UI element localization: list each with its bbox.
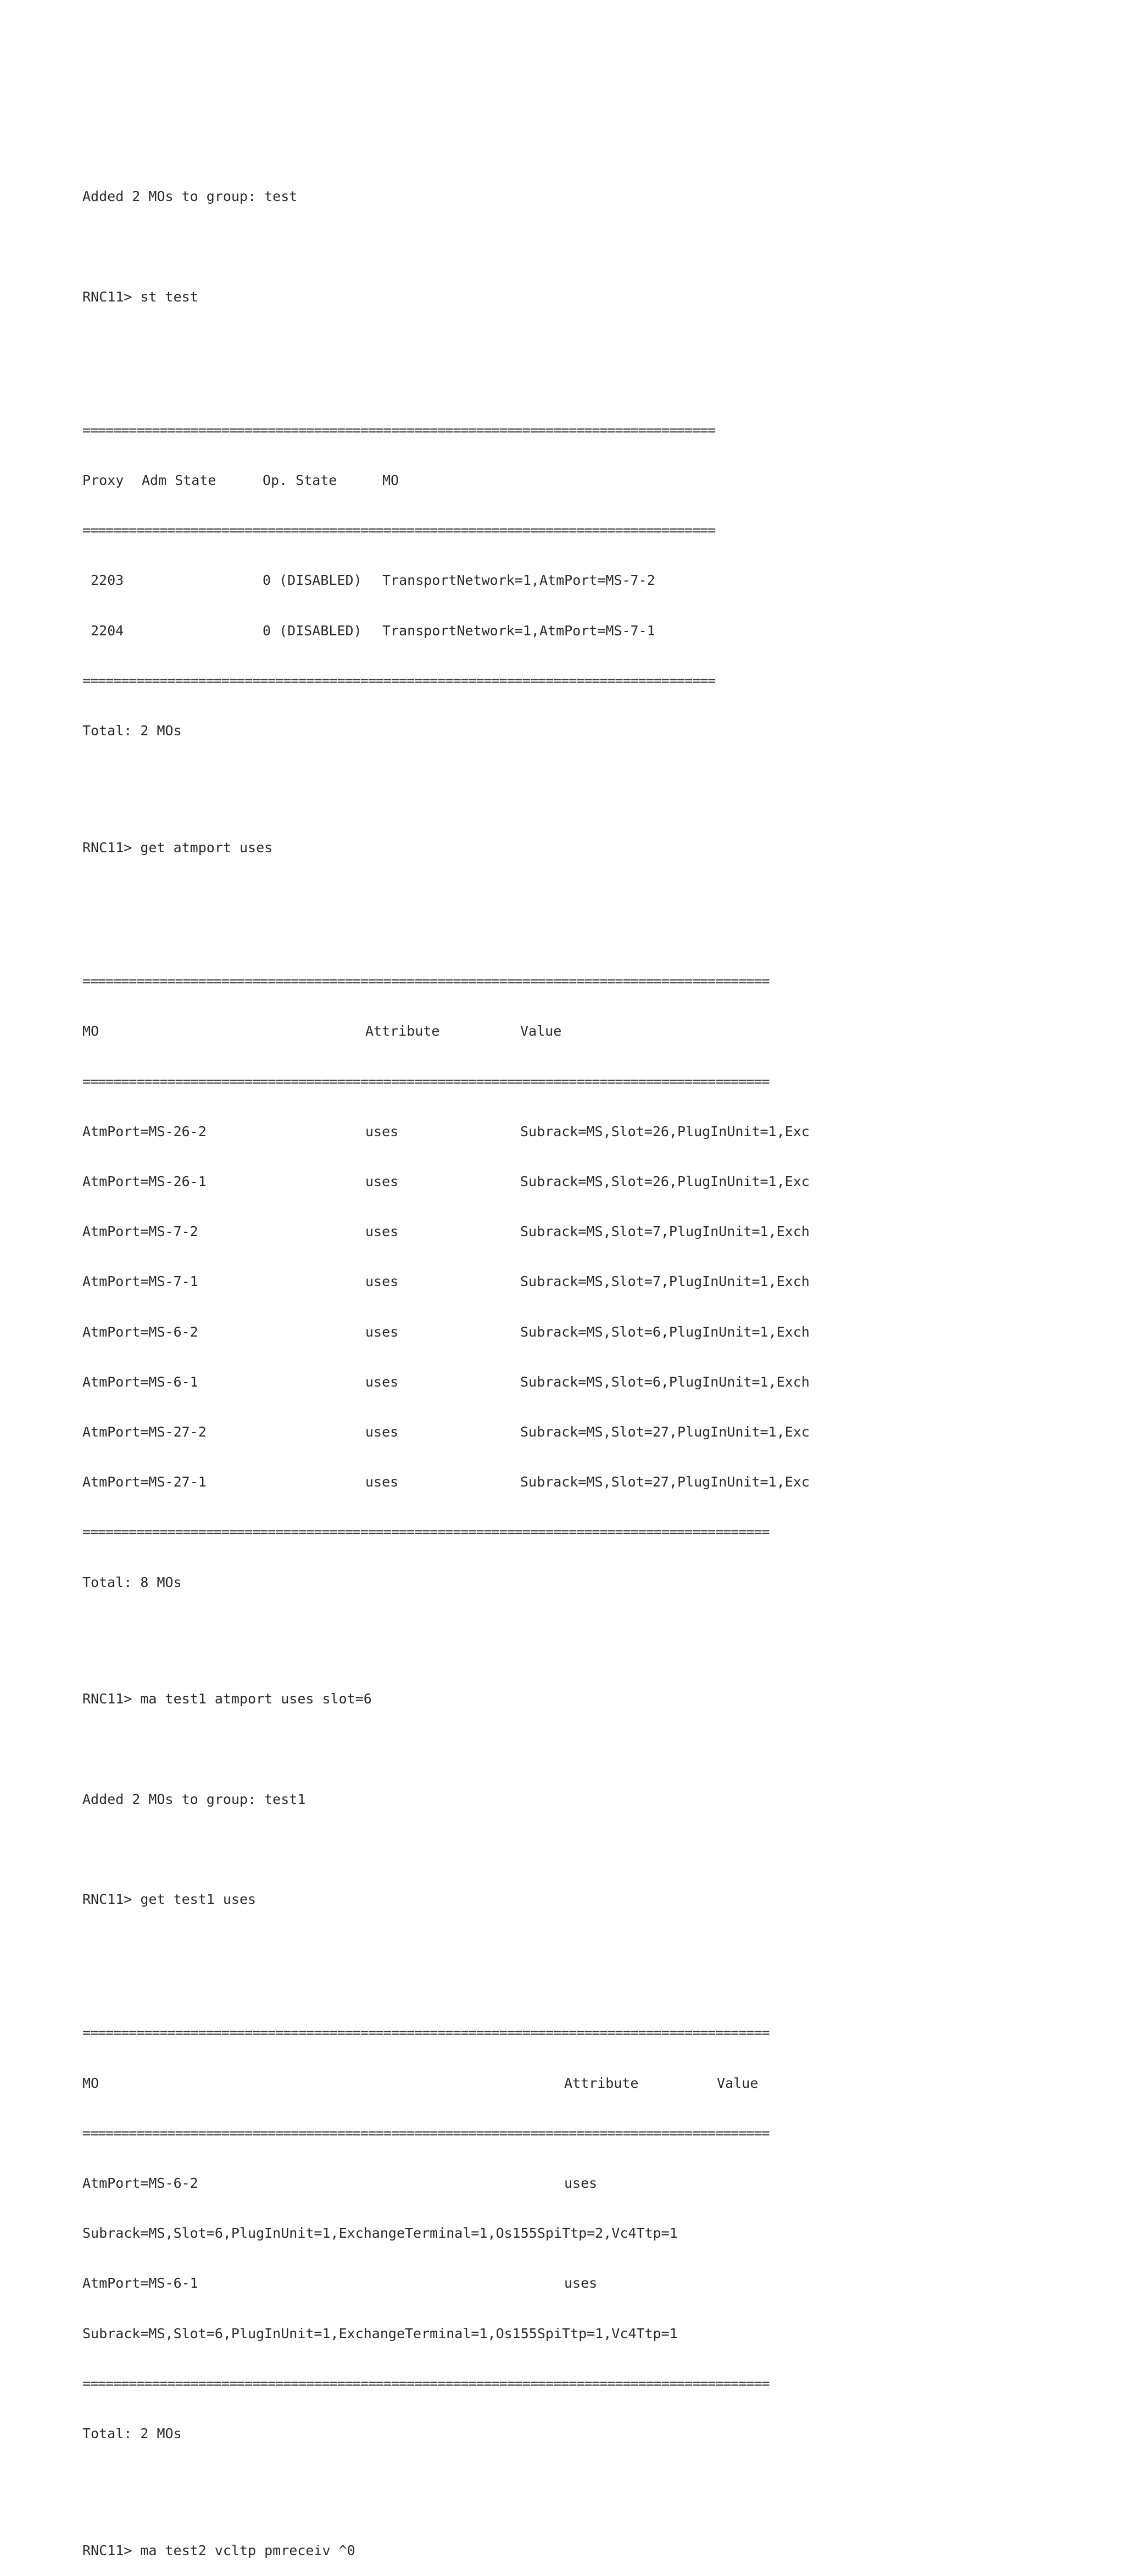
header-value: Value: [520, 1023, 562, 1040]
total-line: Total: 8 MOs: [82, 1574, 182, 1590]
cell-value: Subrack=MS,Slot=27,PlugInUnit=1,Exc: [520, 1474, 810, 1490]
cell-attribute: uses: [365, 1373, 399, 1390]
header-attribute: Attribute: [365, 1023, 440, 1040]
table-row: [82, 1273, 818, 1290]
cell-mo: AtmPort=MS-6-2: [82, 2175, 198, 2191]
cell-attribute: uses: [365, 1123, 399, 1139]
header-mo: MO: [382, 472, 399, 489]
header-mo: MO: [82, 2075, 99, 2091]
test1-table-header: [82, 2075, 818, 2092]
get-table-header: [82, 1023, 818, 1040]
cell-attribute: uses: [365, 1173, 399, 1189]
blank-line: [82, 1741, 818, 1758]
table-row: [82, 572, 818, 589]
cell-mo: AtmPort=MS-7-2: [82, 1223, 198, 1240]
cell-attribute: uses: [564, 2275, 598, 2292]
header-value: Value: [717, 2075, 759, 2091]
table-row: [82, 1124, 818, 1140]
cell-attribute: uses: [365, 1474, 399, 1490]
command-line[interactable]: RNC11> st test: [82, 288, 198, 305]
blank-line: [82, 1624, 818, 1641]
header-proxy: Proxy: [82, 472, 124, 489]
blank-line: [82, 1941, 818, 1958]
cell-value: Subrack=MS,Slot=26,PlugInUnit=1,Exc: [520, 1123, 810, 1139]
command-line[interactable]: RNC11> ma test2 vcltp pmreceiv ^0: [82, 2542, 355, 2558]
total-line: Total: 2 MOs: [82, 2426, 182, 2441]
cell-value: Subrack=MS,Slot=6,PlugInUnit=1,Exch: [520, 1323, 810, 1340]
table-rule: ==================================================================================: [82, 422, 716, 438]
cell-attribute: uses: [365, 1423, 399, 1440]
header-mo: MO: [82, 1023, 99, 1040]
command-line[interactable]: RNC11> ma test1 atmport uses slot=6: [82, 1691, 372, 1707]
header-adm-state: Adm State: [142, 472, 216, 489]
cell-value-wrapped: Subrack=MS,Slot=6,PlugInUnit=1,ExchangeTerminal=1,Os155SpiTtp=1,Vc4Ttp=1: [82, 2325, 678, 2342]
table-row: [82, 1223, 818, 1240]
cell-value: Subrack=MS,Slot=26,PlugInUnit=1,Exc: [520, 1173, 810, 1189]
table-row: [82, 1374, 818, 1390]
table-row: [82, 2175, 818, 2192]
cell-mo: AtmPort=MS-6-1: [82, 1373, 198, 1390]
st-table-header: [82, 472, 818, 489]
blank-line: [82, 890, 818, 906]
cell-proxy: 2203: [91, 572, 124, 589]
table-rule: =========================================================================================: [82, 2125, 770, 2141]
header-attribute: Attribute: [564, 2075, 639, 2091]
table-rule: =========================================================================================: [82, 1524, 770, 1540]
table-rule: ==================================================================================: [82, 672, 716, 689]
cell-mo: AtmPort=MS-27-2: [82, 1423, 207, 1440]
cell-value: Subrack=MS,Slot=7,PlugInUnit=1,Exch: [520, 1273, 810, 1290]
cell-op-state: 0 (DISABLED): [263, 572, 362, 589]
total-line: Total: 2 MOs: [82, 723, 182, 739]
cell-mo: AtmPort=MS-7-1: [82, 1273, 198, 1290]
output-line: Added 2 MOs to group: test: [82, 188, 298, 205]
blank-line: [82, 773, 818, 789]
cell-mo: AtmPort=MS-26-1: [82, 1173, 207, 1189]
cell-mo: AtmPort=MS-6-1: [82, 2275, 198, 2292]
table-row: [82, 623, 818, 639]
cell-mo: AtmPort=MS-26-2: [82, 1123, 207, 1139]
cell-value: Subrack=MS,Slot=6,PlugInUnit=1,Exch: [520, 1373, 810, 1390]
command-line[interactable]: RNC11> get test1 uses: [82, 1891, 257, 1908]
blank-line: [82, 238, 818, 255]
cell-mo: AtmPort=MS-6-2: [82, 1323, 198, 1340]
table-rule: =========================================================================================: [82, 973, 770, 990]
table-rule: =========================================================================================: [82, 1073, 770, 1089]
table-rule: ==================================================================================: [82, 522, 716, 539]
cell-value-wrapped: Subrack=MS,Slot=6,PlugInUnit=1,ExchangeTerminal=1,Os155SpiTtp=2,Vc4Ttp=1: [82, 2225, 678, 2242]
table-row: [82, 1424, 818, 1440]
output-line: Added 2 MOs to group: test1: [82, 1791, 306, 1807]
table-row: [82, 1174, 818, 1190]
header-op-state: Op. State: [263, 472, 337, 489]
terminal-output: [82, 138, 818, 2576]
cell-attribute: uses: [564, 2175, 598, 2191]
blank-line: [82, 2476, 818, 2492]
blank-line: [82, 1841, 818, 1858]
cell-attribute: uses: [365, 1323, 399, 1340]
cell-value: Subrack=MS,Slot=27,PlugInUnit=1,Exc: [520, 1423, 810, 1440]
cell-mo: TransportNetwork=1,AtmPort=MS-7-1: [382, 622, 655, 639]
cell-op-state: 0 (DISABLED): [263, 622, 362, 639]
cell-value: Subrack=MS,Slot=7,PlugInUnit=1,Exch: [520, 1223, 810, 1240]
cell-mo: TransportNetwork=1,AtmPort=MS-7-2: [382, 572, 655, 589]
table-row: [82, 1324, 818, 1340]
blank-line: [82, 339, 818, 355]
table-rule: =========================================================================================: [82, 2025, 770, 2041]
table-rule: =========================================================================================: [82, 2375, 770, 2391]
table-row: [82, 2275, 818, 2292]
cell-proxy: 2204: [91, 622, 124, 639]
cell-attribute: uses: [365, 1273, 399, 1290]
cell-mo: AtmPort=MS-27-1: [82, 1474, 207, 1490]
table-row: [82, 1474, 818, 1490]
command-line[interactable]: RNC11> get atmport uses: [82, 839, 273, 856]
cell-attribute: uses: [365, 1223, 399, 1240]
